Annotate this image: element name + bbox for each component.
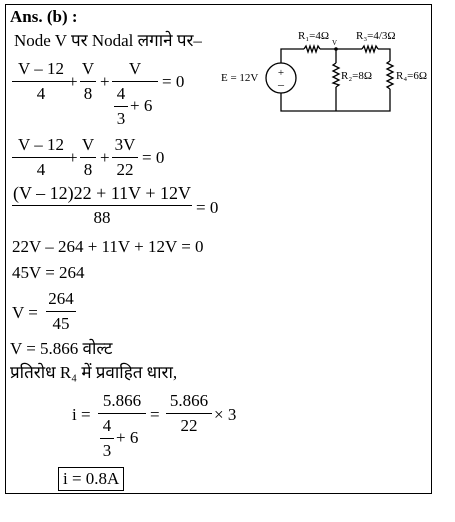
resistor-r2	[333, 63, 339, 87]
current-line: प्रतिरोध R₄ में प्रवाहित धारा,	[10, 363, 178, 382]
eq1-plus2: +	[100, 72, 110, 91]
svg-text:–: –	[278, 77, 284, 91]
eq3-rhs: = 0	[196, 198, 219, 217]
eq1-term2: V 8	[81, 59, 95, 103]
eq3-fraction: (V – 12)22 + 11V + 12V 88	[13, 183, 191, 227]
eq1-plus1: +	[68, 72, 78, 91]
circuit-diagram	[218, 25, 430, 117]
svg-text:+: +	[277, 67, 285, 79]
eq1-rhs: = 0	[162, 72, 185, 91]
voltage-source-icon	[266, 63, 296, 93]
equation-5: 45V = 264	[12, 263, 85, 282]
eq1-term1: V – 12 4	[12, 59, 70, 104]
equation-4: 22V – 264 + 11V + 12V = 0	[12, 237, 204, 256]
node-dot	[334, 47, 338, 51]
r1-label: R₁=4Ω	[298, 30, 330, 42]
eq8-lhs: i =	[72, 405, 91, 424]
r2-label: R₂=8Ω	[341, 70, 373, 82]
node-label: V	[332, 39, 338, 47]
eq8-times: × 3	[214, 405, 237, 424]
eq2-plus1: +	[68, 148, 78, 167]
eq2-plus2: +	[100, 148, 110, 167]
eq2-rhs: = 0	[142, 148, 165, 167]
eq8-fraction-2: 5.866 22	[166, 391, 212, 436]
eq8-equals: =	[150, 405, 160, 424]
intro-line: Node V पर Nodal लगाने पर–	[14, 31, 202, 50]
solution-box	[5, 4, 432, 494]
resistor-r3	[362, 46, 378, 52]
eq2-term1: V – 12 4	[12, 135, 70, 180]
resistor-r4	[387, 61, 393, 89]
eq6-lhs: V =	[12, 303, 38, 322]
eq8-fraction-1: 5.866 4 3 + 6	[98, 391, 146, 466]
r3-label: R₃=4/3Ω	[356, 30, 396, 42]
equation-7: V = 5.866 वोल्ट	[10, 339, 113, 358]
resistor-r1	[304, 46, 320, 52]
eq2-term2: V 8	[81, 135, 95, 179]
answer-heading: Ans. (b) :	[10, 7, 78, 26]
circuit-wires	[281, 49, 390, 111]
result-box: i = 0.8A	[58, 467, 124, 491]
r4-label: R₄=6Ω	[396, 70, 428, 82]
eq6-fraction: 264 45	[46, 289, 76, 334]
eq2-term3: 3V 22	[112, 135, 138, 180]
source-label: E = 12V	[221, 72, 259, 84]
eq1-term3: V 4 3 + 6	[112, 59, 158, 134]
